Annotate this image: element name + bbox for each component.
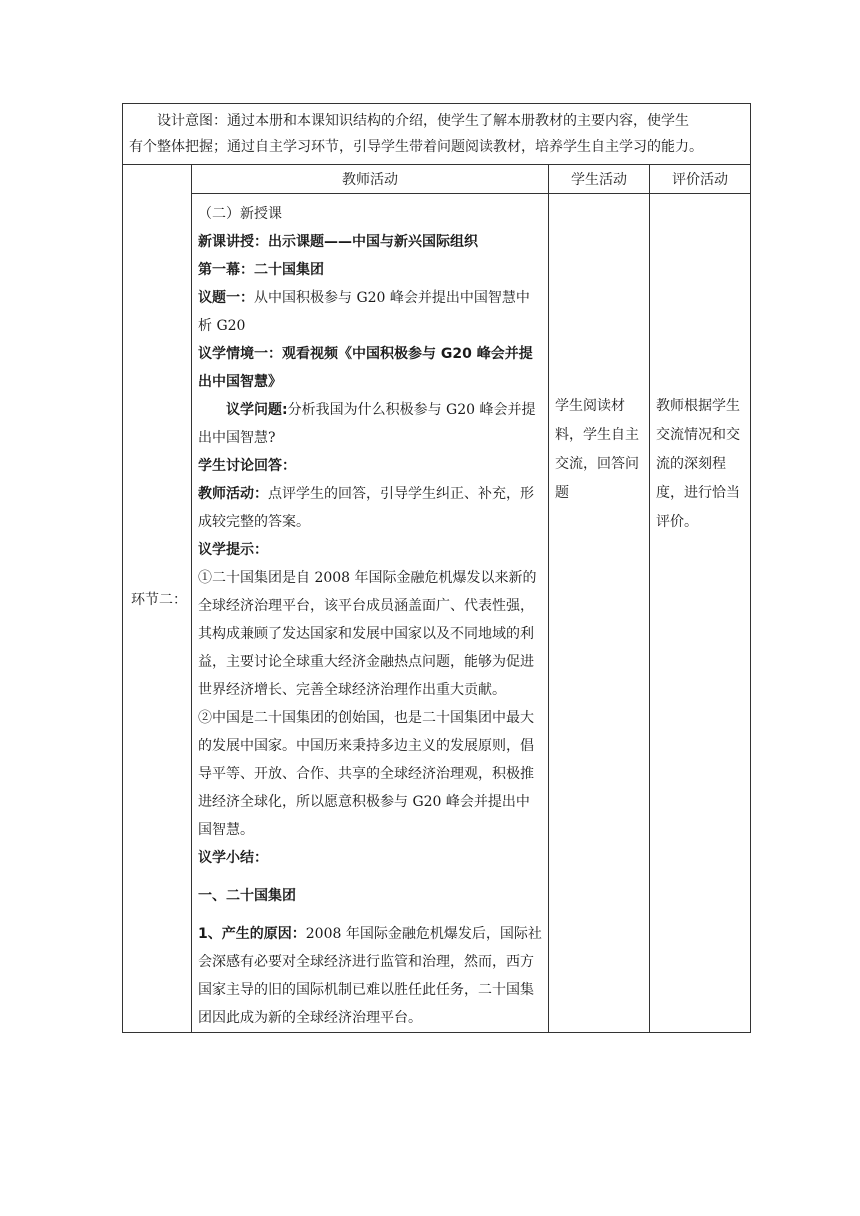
scenario-one: 议学情境一：观看视频《中国积极参与 G20 峰会并提出中国智慧》	[198, 346, 533, 390]
student-discussion-label: 学生讨论回答：	[198, 458, 296, 474]
lecture-title: 新课讲授：出示课题——中国与新兴国际组织	[198, 234, 478, 250]
stage-label: 环节二：	[131, 591, 187, 608]
discussion-question	[198, 396, 543, 452]
question-label: 议学问题:	[226, 402, 288, 418]
hint-paragraph-1: ①二十国集团是自 2008 年国际金融危机爆发以来新的全球经济治理平台，该平台成员涵盖面广、代表性强，其构成兼顾了发达国家和发展中国家以及不同地域的利益，主要讨论全球重大经济金融热点问题，能够为促进世界经济增长、完善全球经济治理作出重大贡献。	[198, 570, 537, 698]
stage-cell	[123, 165, 192, 1033]
hint-label: 议学提示：	[198, 542, 268, 558]
design-intent-line-1: 设计意图：通过本册和本课知识结构的介绍，使学生了解本册教材的主要内容，使学生	[157, 113, 689, 129]
teacher-activity-cell	[192, 194, 549, 1033]
hint-paragraph-2: ②中国是二十国集团的创始国，也是二十国集团中最大的发展中国家。中国历来秉持多边主义的发展原则，倡导平等、开放、合作、共享的全球经济治理观，积极推进经济全球化，所以愿意积极参与 G20 峰会并提出中国智慧。	[198, 710, 534, 838]
teacher-activity-header: 教师活动	[192, 165, 549, 194]
summary-label: 议学小结：	[198, 850, 268, 866]
header-row	[123, 165, 751, 194]
new-lesson-heading: （二）新授课	[198, 206, 282, 222]
topic-one	[198, 284, 543, 340]
question-text: 分析我国为什么积极参与 G20 峰会并提出中国智慧?	[198, 402, 536, 446]
content-row	[123, 194, 751, 1033]
evaluation-activity-cell	[650, 194, 751, 1033]
topic-text: 从中国积极参与 G20 峰会并提出中国智慧中析 G20	[198, 290, 530, 334]
lesson-plan-table	[122, 103, 751, 1033]
teacher-activity-label: 教师活动：	[198, 486, 268, 502]
section-one-heading: 一、二十国集团	[198, 888, 296, 904]
design-intent-line-2: 有个整体把握；通过自主学习环节，引导学生带着问题阅读教材，培养学生自主学习的能力。	[129, 139, 703, 155]
evaluation-activity-header: 评价活动	[650, 165, 751, 194]
student-activity-header: 学生活动	[549, 165, 650, 194]
reason-paragraph	[198, 920, 543, 1032]
evaluation-activity-text: 教师根据学生交流情况和交流的深刻程度，进行恰当评价。	[656, 398, 740, 530]
topic-label: 议题一：	[198, 290, 254, 306]
teacher-activity-text: 点评学生的回答，引导学生纠正、补充，形成较完整的答案。	[198, 486, 534, 530]
student-activity-cell	[549, 194, 650, 1033]
design-intent-row	[123, 104, 751, 165]
teacher-activity-paragraph	[198, 480, 543, 536]
student-activity-text: 学生阅读材料，学生自主交流，回答问题	[555, 398, 639, 501]
reason-text: 2008 年国际金融危机爆发后，国际社会深感有必要对全球经济进行监管和治理，然而，西方国家主导的旧的国际机制已难以胜任此任务，二十国集团因此成为新的全球经济治理平台。	[198, 926, 542, 1026]
act-one-title: 第一幕：二十国集团	[198, 262, 324, 278]
reason-label: 1、产生的原因：	[198, 926, 306, 942]
design-intent-cell	[123, 104, 751, 165]
